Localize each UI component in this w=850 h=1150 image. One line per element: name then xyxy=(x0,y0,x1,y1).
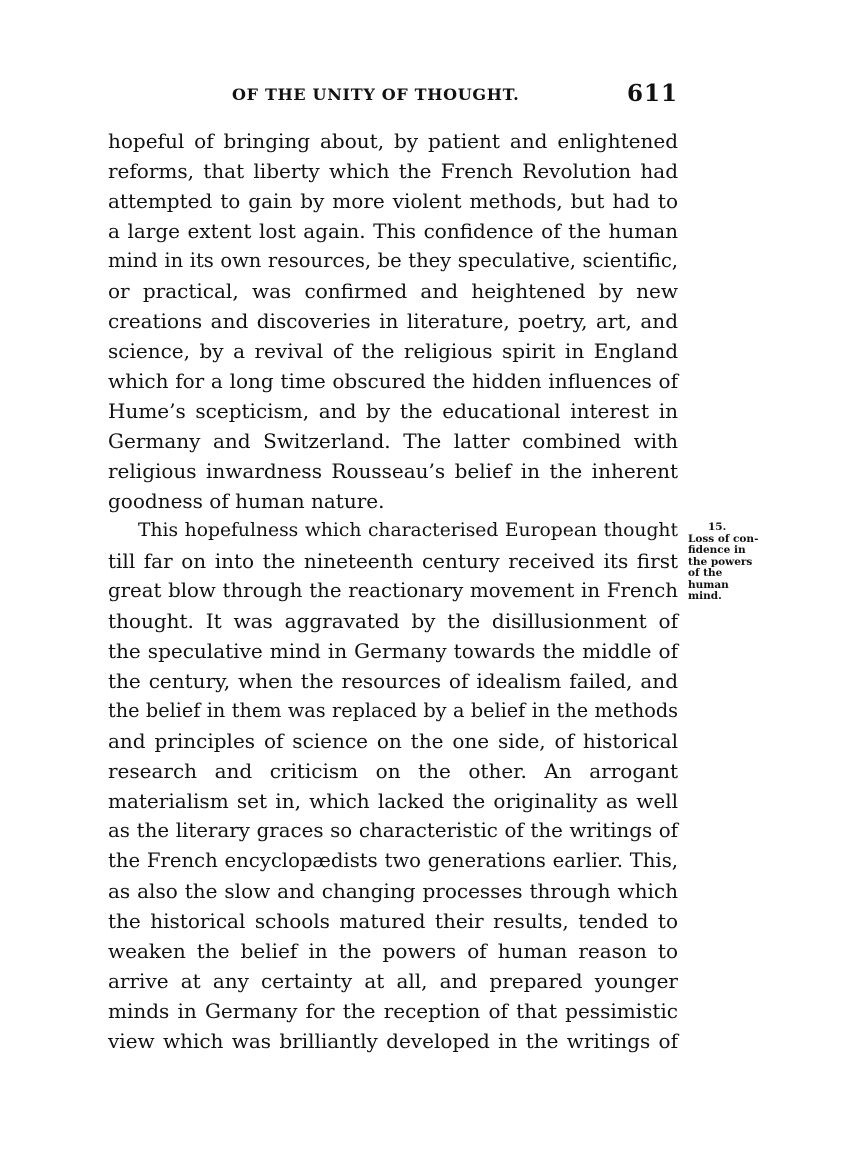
text-line: research and criticism on the other. An arrogant xyxy=(108,759,678,783)
text-line: thought. It was aggravated by the disillusionment of xyxy=(108,609,678,633)
text-line: Hume’s scepticism, and by the educational interest in xyxy=(108,399,678,423)
text-line: a large extent lost again. This confidence of the human xyxy=(108,219,678,243)
page-header xyxy=(108,80,678,108)
margin-note-line: Loss of con- xyxy=(688,532,759,545)
text-line: science, by a revival of the religious spirit in England xyxy=(108,339,678,363)
text-line: arrive at any certainty at all, and prepared younger xyxy=(108,969,678,993)
text-line: as the literary graces so characteristic of the writings of xyxy=(108,819,678,842)
text-line: attempted to gain by more violent methods, but had to xyxy=(108,189,678,213)
text-line: religious inwardness Rousseau’s belief in the inherent xyxy=(108,459,678,483)
text-line: view which was brilliantly developed in the writings of xyxy=(108,1029,678,1053)
text-line: the belief in them was replaced by a belief in the methods xyxy=(108,699,678,722)
paragraph-start-line: This hopefulness which characterised European thought xyxy=(138,520,678,541)
text-line: great blow through the reactionary movement in French xyxy=(108,579,678,602)
margin-note-line: mind. xyxy=(688,590,722,602)
margin-note-line: fidence in xyxy=(688,544,746,556)
margin-note-number: 15. xyxy=(708,521,727,533)
running-title: OF THE UNITY OF THOUGHT. xyxy=(232,85,520,104)
text-line: minds in Germany for the reception of that pessimistic xyxy=(108,999,678,1023)
text-line: reforms, that liberty which the French Revolution had xyxy=(108,159,678,183)
text-line: hopeful of bringing about, by patient and enlightened xyxy=(108,129,678,153)
text-line: goodness of human nature. xyxy=(108,489,385,513)
text-line: creations and discoveries in literature, poetry, art, and xyxy=(108,309,678,333)
margin-note-line: human xyxy=(688,578,729,591)
text-line: and principles of science on the one side, of historical xyxy=(108,729,678,753)
text-line: the speculative mind in Germany towards the middle of xyxy=(108,639,678,663)
text-line: weaken the belief in the powers of human reason to xyxy=(108,939,678,963)
text-line: the historical schools matured their results, tended to xyxy=(108,909,678,933)
text-line: which for a long time obscured the hidden influences of xyxy=(108,369,678,393)
page-number: 611 xyxy=(626,80,678,107)
text-line: Germany and Switzerland. The latter combined with xyxy=(108,429,678,453)
text-line: materialism set in, which lacked the originality as well xyxy=(108,789,678,813)
text-line: as also the slow and changing processes through which xyxy=(108,879,678,903)
margin-note-line: the powers xyxy=(688,555,753,568)
margin-note xyxy=(688,522,768,603)
text-line: the French encyclopædists two generations earlier. This, xyxy=(108,849,678,872)
text-line: mind in its own resources, be they speculative, scientific, xyxy=(108,249,678,272)
text-line: the century, when the resources of idealism failed, and xyxy=(108,669,678,693)
body-text xyxy=(108,126,678,1056)
margin-note-line: of the xyxy=(688,567,723,579)
text-line: till far on into the nineteenth century received its first xyxy=(108,549,678,573)
text-line: or practical, was confirmed and heightened by new xyxy=(108,279,678,303)
